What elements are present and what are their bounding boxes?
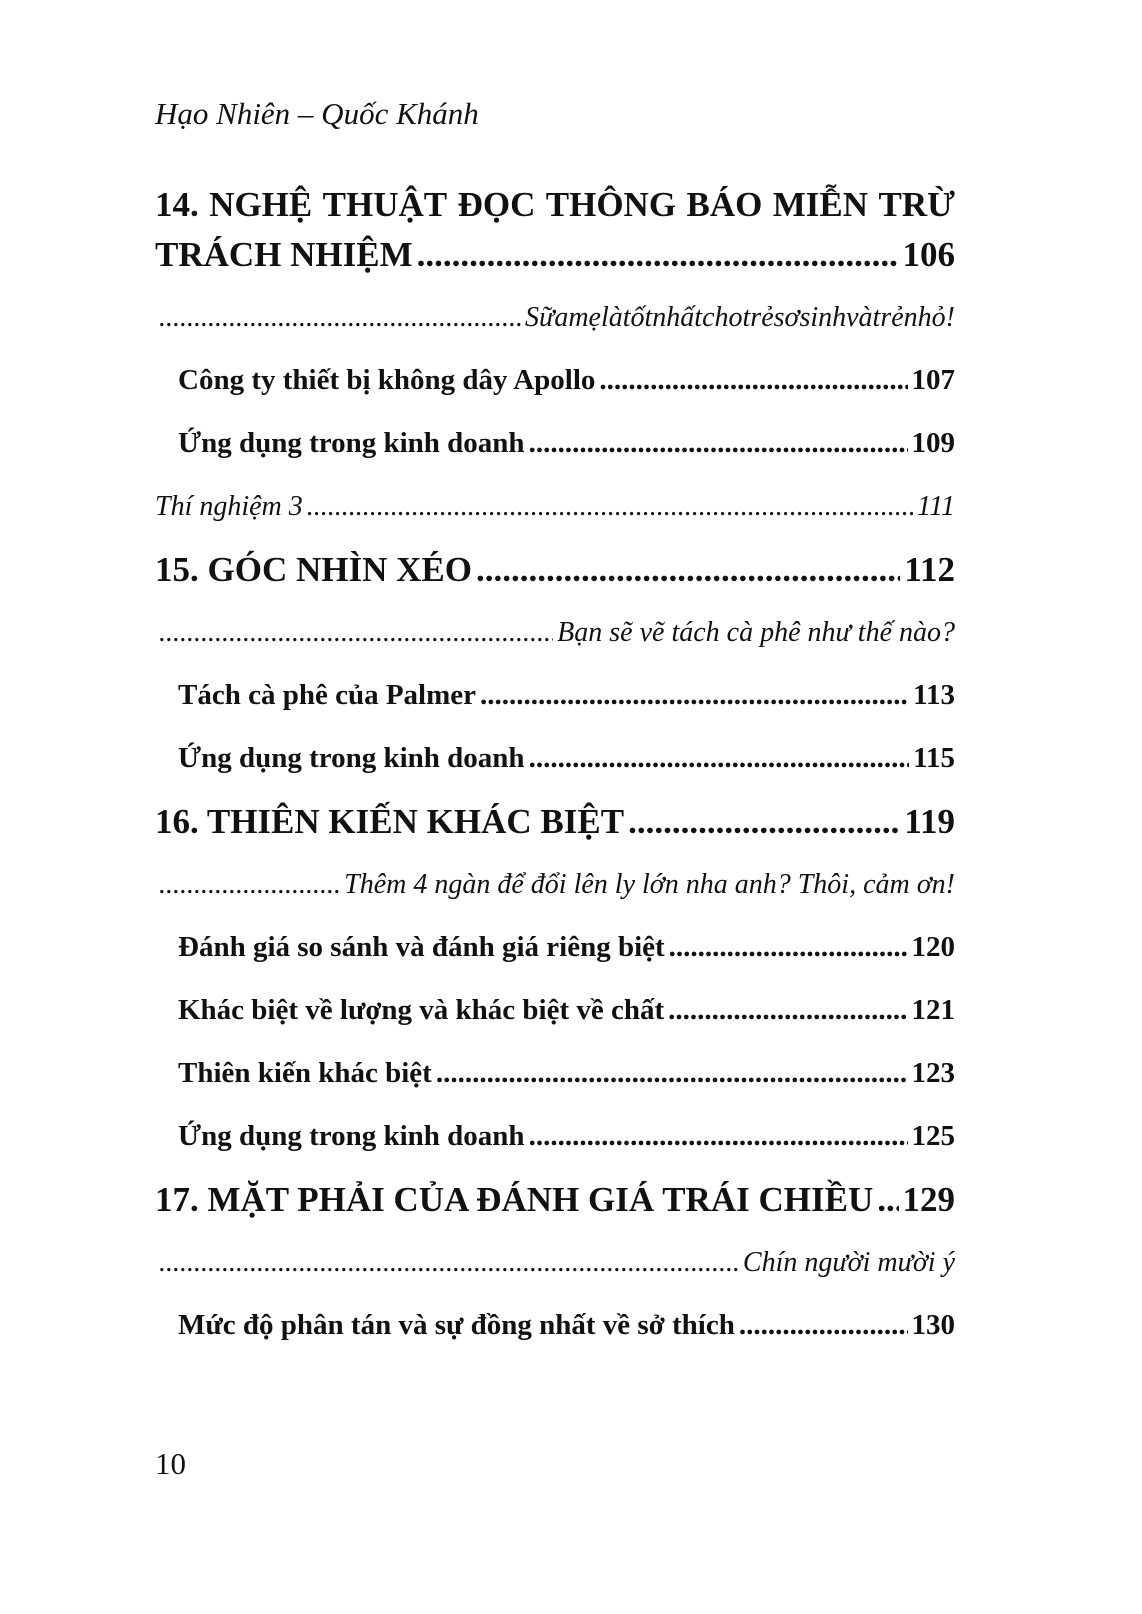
page-ref: 129	[902, 1180, 955, 1219]
dot-leader	[159, 286, 521, 349]
toc-entry[interactable]	[155, 1105, 955, 1168]
dot-leader	[529, 1105, 908, 1168]
page-ref: 106	[902, 235, 955, 274]
dot-leader	[307, 475, 913, 538]
running-header: Hạo Nhiên – Quốc Khánh	[155, 96, 479, 131]
toc-entry[interactable]	[155, 664, 955, 727]
word: TRỪ	[878, 185, 955, 224]
page-ref: 119	[904, 802, 955, 841]
toc-entry-experiment[interactable]	[155, 475, 955, 538]
word: MIỄN	[772, 185, 869, 224]
tagline-text: Chín người mười ý	[742, 1247, 955, 1278]
entry-title: Thí nghiệm 3	[155, 491, 303, 522]
dot-leader	[628, 790, 900, 853]
dot-leader	[476, 538, 900, 601]
dot-leader	[669, 916, 908, 979]
page-ref: 115	[913, 742, 955, 774]
toc-entry[interactable]	[155, 979, 955, 1042]
entry-title: Khác biệt về lượng và khác biệt về chất	[178, 994, 665, 1026]
entry-title: Tách cà phê của Palmer	[178, 679, 477, 711]
toc-chapter-14[interactable]	[155, 180, 955, 286]
table-of-contents	[155, 180, 955, 1357]
entry-title: Mức độ phân tán và sự đồng nhất về sở thích	[178, 1309, 735, 1341]
dot-leader	[417, 230, 899, 280]
dot-leader	[159, 601, 553, 664]
word: NGHỆ	[209, 185, 313, 224]
word: BÁO	[686, 185, 763, 224]
word: THÔNG	[545, 185, 677, 224]
chapter-tagline	[155, 601, 955, 664]
page-number: 10	[155, 1446, 186, 1481]
dot-leader	[668, 979, 907, 1042]
entry-title: Công ty thiết bị không dây Apollo	[178, 364, 596, 396]
entry-title: Thiên kiến khác biệt	[178, 1057, 432, 1089]
toc-entry[interactable]	[155, 1294, 955, 1357]
entry-title: Đánh giá so sánh và đánh giá riêng biệt	[178, 931, 665, 963]
page-ref: 123	[911, 1057, 955, 1089]
page-ref: 109	[911, 427, 955, 459]
dot-leader	[529, 727, 910, 790]
page-ref: 130	[911, 1309, 955, 1341]
tagline-text: Thêm 4 ngàn để đổi lên ly lớn nha anh? Thôi, cảm ơn!	[344, 869, 955, 900]
word: 14.	[155, 185, 199, 224]
dot-leader	[159, 853, 340, 916]
chapter-title: 17. MẶT PHẢI CỦA ĐÁNH GIÁ TRÁI CHIỀU	[155, 1180, 874, 1219]
page-ref: 111	[917, 491, 955, 522]
entry-title: Ứng dụng trong kinh doanh	[178, 427, 525, 459]
entry-title: Ứng dụng trong kinh doanh	[178, 1120, 525, 1152]
toc-entry[interactable]	[155, 1042, 955, 1105]
word: ĐỌC	[457, 185, 536, 224]
toc-entry[interactable]	[155, 412, 955, 475]
chapter-title-line-1	[155, 180, 955, 230]
page-ref: 121	[911, 994, 955, 1026]
page-ref: 120	[911, 931, 955, 963]
chapter-title: 15. GÓC NHÌN XÉO	[155, 550, 472, 589]
dot-leader	[739, 1294, 908, 1357]
chapter-tagline	[155, 1231, 955, 1294]
tagline-text: Sữamẹlàtốtnhấtchotrẻsơsinhvàtrẻnhỏ!	[525, 302, 955, 333]
dot-leader	[480, 664, 909, 727]
chapter-tagline	[155, 286, 955, 349]
dot-leader	[877, 1168, 898, 1231]
toc-chapter-17[interactable]	[155, 1168, 955, 1231]
page-ref: 125	[911, 1120, 955, 1152]
dot-leader	[436, 1042, 908, 1105]
chapter-title-line-2	[155, 230, 955, 286]
dot-leader	[599, 349, 907, 412]
toc-chapter-15[interactable]	[155, 538, 955, 601]
page-ref: 107	[911, 364, 955, 396]
toc-entry[interactable]	[155, 727, 955, 790]
toc-chapter-16[interactable]	[155, 790, 955, 853]
chapter-title: 16. THIÊN KIẾN KHÁC BIỆT	[155, 802, 625, 841]
word: THUẬT	[322, 185, 448, 224]
toc-entry[interactable]	[155, 349, 955, 412]
chapter-tagline	[155, 853, 955, 916]
page-ref: 113	[913, 679, 955, 711]
dot-leader	[529, 412, 908, 475]
tagline-text: Bạn sẽ vẽ tách cà phê như thế nào?	[557, 617, 955, 648]
dot-leader	[159, 1231, 739, 1294]
toc-entry[interactable]	[155, 916, 955, 979]
page-ref: 112	[904, 550, 955, 589]
entry-title: Ứng dụng trong kinh doanh	[178, 742, 525, 774]
chapter-title: TRÁCH NHIỆM	[155, 235, 413, 274]
